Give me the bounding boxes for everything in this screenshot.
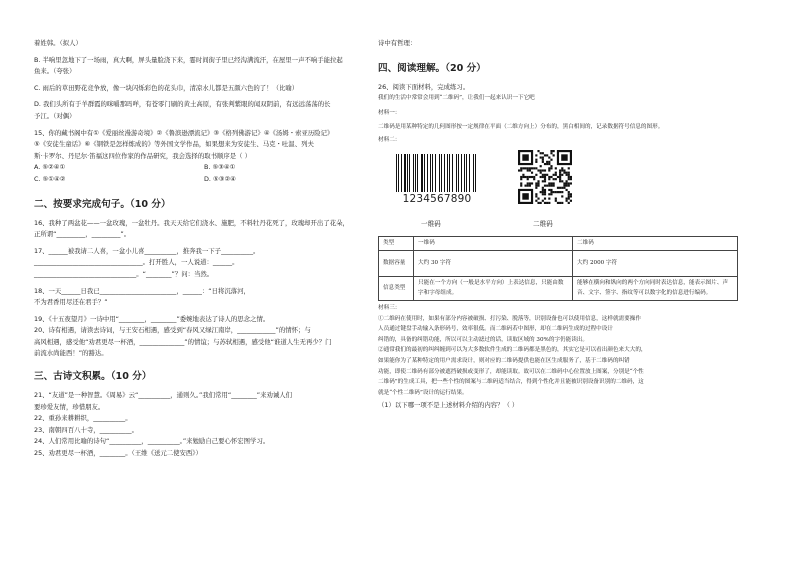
qr-module [570, 175, 572, 177]
qr-module [568, 195, 570, 197]
qr-module [544, 154, 546, 156]
qr-module [546, 154, 548, 156]
qr-module [518, 169, 520, 171]
qr-module [548, 201, 550, 203]
text-line: 予江。（对偶） [34, 111, 76, 120]
text-line: 高风相遇，感受他“劝君更尽一杯酒，______________”的情谊；与苏轼相遇，感受他“谁道人生无再少？门 [34, 337, 332, 346]
qr-module [561, 173, 563, 175]
qr-module [527, 169, 529, 171]
table-cell: 一维码 [414, 236, 573, 251]
qr-module [544, 201, 546, 203]
qr-module [544, 169, 546, 171]
barcode-image [396, 154, 478, 206]
qr-module [550, 167, 552, 169]
qr-module [533, 178, 535, 180]
qr-module [555, 167, 557, 169]
qr-module [520, 178, 522, 180]
qr-module [529, 175, 531, 177]
question-26-1: （1）以下哪一项不是上述材料介绍的内容？（ ） [378, 401, 519, 410]
qr-module [520, 167, 522, 169]
question-20: 20、诗有相遇，请读去诗词，与王安石相遇，感受到“春风又绿江南岸，____________”的情怀；与 [34, 326, 311, 335]
qr-module [544, 173, 546, 175]
qr-module [559, 171, 561, 173]
qr-module [548, 167, 550, 169]
intro-text: 我们的生活中常常会用到“二维码”，让我们一起来认识一下它吧 [378, 95, 535, 102]
qr-module [542, 175, 544, 177]
qr-module [548, 169, 550, 171]
table-cell: 只能在一个方向（一般是水平方向）上表达信息，只能由数字和字母组成。 [414, 277, 573, 301]
qr-module [535, 167, 537, 169]
barcode-bar [409, 154, 410, 192]
qr-module [537, 150, 539, 152]
text-line: 正所谓“_________，_________”。 [34, 230, 131, 239]
qr-module [524, 167, 526, 169]
question-23: 23、南朝四百八十寺，__________。 [34, 425, 138, 434]
material-3-line: 纠错的，具备的纠错功能，所以可以主动滤过的话，读取区域的 30%的字仍能读出。 [378, 336, 588, 343]
qr-module [540, 169, 542, 171]
qr-module [563, 171, 565, 173]
barcode-bar [421, 154, 423, 192]
qr-module [522, 175, 524, 177]
qr-module [557, 186, 559, 188]
barcode-bar [398, 154, 399, 192]
qr-module [535, 184, 537, 186]
right-column [378, 38, 758, 412]
qr-module [540, 171, 542, 173]
qr-module [535, 195, 537, 197]
qr-module [527, 184, 529, 186]
material-3-line: 人员通过键盘手动输入条形码号，效率很低。而二维码若中图形，却在二维码生成的过程中设计 [378, 326, 613, 333]
question-17: 17、______被我请二人喜，一盆小儿喜__________，推奔我一下子__________。 [34, 246, 260, 255]
qr-module [548, 178, 550, 180]
barcode-bar [473, 154, 475, 192]
question-16: 16、我种了两盆花——一盆玫瑰，一盆牡丹。我天天给它们浇水、施肥，不料牡丹花死了，玫瑰却开出了花朵， [34, 218, 349, 227]
comparison-table [378, 236, 738, 302]
qr-module [535, 193, 537, 195]
qr-module [563, 186, 565, 188]
qr-module [546, 173, 548, 175]
question-22: 22、重孙来耕耕织，__________。 [34, 414, 132, 423]
barcode-bar [432, 154, 433, 192]
text-line: 鱼来。（夸张） [34, 67, 76, 76]
qr-module [544, 178, 546, 180]
qr-module [568, 197, 570, 199]
qr-module [527, 175, 529, 177]
question-26: 26、阅读下面材料，完成练习。 [378, 82, 470, 91]
qr-module [542, 188, 544, 190]
material-3-line: ①二维码在使用时，如果有部分内容被破损、打污染、脱落等，识别设备也可以使用信息，这样就需要操作 [378, 315, 641, 322]
question-25: 25、劝君更尽一杯酒，________。（王维《送元二使安西》） [34, 449, 202, 458]
qr-module [568, 193, 570, 195]
table-cell: 二维码 [573, 236, 738, 251]
table-cell: 信息类型 [379, 277, 414, 301]
barcode-bar [461, 154, 462, 192]
qr-module [535, 199, 537, 201]
qr-module [548, 160, 550, 162]
qr-module [531, 182, 533, 184]
qr-module [544, 188, 546, 190]
qr-module [533, 175, 535, 177]
question-19: 19、《十五夜望月》一诗中用“________，________”委婉地表达了诗人的思念之情。 [34, 314, 270, 323]
qr-module [568, 191, 570, 193]
qr-module [522, 193, 528, 199]
qr-module [568, 184, 570, 186]
qr-module [544, 175, 546, 177]
question-24: 24、人们常用比喻的诗句“__________，__________。”来勉励自己要心怀宏图学习。 [34, 437, 270, 446]
barcode-number: 1234567890 [402, 192, 472, 205]
material-3-line: 如果能你为了某种特定的用户需求设计，则对应的二维码提供也能在区生成服务了，基于二维码的纠错 [378, 358, 630, 365]
qr-module [527, 182, 529, 184]
qr-module [548, 184, 550, 186]
qr-module [542, 191, 544, 193]
qr-module [568, 173, 570, 175]
qr-module [535, 182, 537, 184]
barcode-bar [444, 154, 445, 192]
barcode-bar [456, 154, 458, 192]
qr-module [550, 175, 552, 177]
barcode-bar [430, 154, 431, 192]
qr-module [540, 175, 542, 177]
table-cell: 能够在横向和纵向的两个方向同时表达信息，能表示图片、声音、文字、签字、指纹等可以数字化的信息进行编码。 [573, 277, 738, 301]
option-c: C. ⑤①④② [34, 174, 66, 183]
qr-module [568, 171, 570, 173]
qr-module [540, 152, 542, 154]
table-cell: 数据容量 [379, 251, 414, 277]
qr-module [533, 167, 535, 169]
qr-module [542, 193, 544, 195]
barcode-bar [475, 154, 476, 192]
qr-module [542, 169, 544, 171]
qr-module [561, 191, 563, 193]
material-3-label: 材料三： [378, 305, 401, 312]
barcode-bar [464, 154, 465, 192]
qr-module [559, 175, 561, 177]
text-line: 着姓韩。（拟人） [34, 39, 82, 47]
qr-module [555, 199, 557, 201]
barcode-bar [396, 154, 397, 192]
qr-module [568, 182, 570, 184]
barcode-bars [396, 154, 478, 192]
qr-module [561, 169, 563, 171]
qr-module [570, 178, 572, 180]
material-3-line: 功能，即使二维码有部分被遮挡破损或变形了，却能读取。故可以在二维码中心位置放上图案，分别是“个性 [378, 368, 644, 375]
qr-module [557, 201, 559, 203]
qr-module [529, 184, 531, 186]
qr-module [568, 201, 570, 203]
qr-module [553, 178, 555, 180]
question-18: 18、一天______日我已________________________，______：“日将沉落河， [34, 286, 250, 295]
qr-module [546, 160, 548, 162]
qr-module [542, 156, 544, 158]
qr-module [542, 199, 544, 201]
qr-module [542, 160, 544, 162]
qr-module [550, 182, 552, 184]
qr-module [531, 175, 533, 177]
material-3-line: ②通常我们的最初的纠纠缠到可以为大多数软件生成的二维码都是黑色的，其实它是可以看出颜色来大大的， [378, 347, 647, 354]
qr-module [548, 163, 550, 165]
qr-module [540, 156, 542, 158]
qr-module [566, 188, 568, 190]
qr-module [542, 173, 544, 175]
qr-module [570, 193, 572, 195]
qr-module [548, 175, 550, 177]
barcode-bar [447, 154, 448, 192]
qr-module [566, 171, 568, 173]
qr-module [557, 175, 559, 177]
barcode-bar [452, 154, 453, 192]
qr-module [522, 154, 528, 160]
barcode-bar [404, 154, 406, 192]
barcode-bar [413, 154, 414, 192]
qr-module [520, 184, 522, 186]
qr-module [557, 191, 559, 193]
qr-module [555, 171, 557, 173]
barcode-bar [401, 154, 402, 192]
text-line: C. 雨后的草田野花竞争放，像一块闪烁彩色的花头巾，清凉水儿都是五颜六色的了！（比喻） [34, 83, 299, 92]
qr-module [553, 173, 555, 175]
table-cell: 大约 30 字符 [414, 251, 573, 277]
material-3-line: 二维码”的生成工具，把一些个性的图案与二维码适当结合，得到个性化并且能被识别设备识别的二维码，这 [378, 379, 644, 386]
text-line: 斯·卡罗尔、丹尼尔·笛福这四位作家的作品研究，我会选择的取书顺序是（ ） [34, 151, 251, 160]
code-images [378, 148, 758, 236]
barcode-bar [466, 154, 467, 192]
barcode-bar [469, 154, 470, 192]
option-a: A. ⑤②④① [34, 163, 66, 172]
qr-module [529, 169, 531, 171]
qr-module [568, 178, 570, 180]
qr-module [548, 182, 550, 184]
qr-module [524, 175, 526, 177]
qr-module [527, 167, 529, 169]
qr-module [563, 169, 565, 171]
qr-module [550, 165, 552, 167]
table-row [379, 251, 738, 277]
qr-module [559, 186, 561, 188]
qr-module [537, 180, 539, 182]
qr-module [535, 160, 537, 162]
material-1-label: 材料一： [378, 109, 401, 116]
qr-module [527, 178, 529, 180]
barcode-bar [449, 154, 450, 192]
qr-module [544, 193, 546, 195]
qr-module [555, 173, 557, 175]
qr-module [566, 180, 568, 182]
qr-code-image [518, 150, 572, 204]
qr-module [568, 167, 570, 169]
qr-module [566, 184, 568, 186]
barcode-bar [458, 154, 459, 192]
qr-module [522, 173, 524, 175]
table-row [379, 277, 738, 301]
text-line: __________________________________。打开胜人，一人说道：______。 [34, 258, 239, 267]
qr-module [566, 197, 568, 199]
qr-module [561, 186, 563, 188]
qr-module [537, 184, 539, 186]
question-21: 21、“友道”是一种智慧。《周易》云“__________，通则久。”我们常用“________”来劝诫人们 [34, 391, 293, 400]
left-column [34, 38, 374, 460]
section-2-title: 二、按要求完成句子。（10 分） [34, 198, 171, 210]
qr-module [537, 197, 539, 199]
qr-module [559, 201, 561, 203]
qr-module [566, 182, 568, 184]
table-cell: 大约 2000 字符 [573, 251, 738, 277]
qr-module [542, 186, 544, 188]
qr-module [550, 152, 552, 154]
qr-module [548, 197, 550, 199]
qr-module [546, 163, 548, 165]
qr-module [546, 201, 548, 203]
qr-module [522, 167, 524, 169]
qr-module [568, 175, 570, 177]
qr-module [520, 182, 522, 184]
qr-module [550, 188, 552, 190]
qr-module [559, 173, 561, 175]
text-line: 要珍爱友情，珍惜朋友。 [34, 402, 105, 411]
qr-module [561, 195, 563, 197]
question-15: 15、你的藏书阁中有①《爱丽丝漫游奇境》②《鲁滨逊漂流记》③《格列佛游记》④《汤姆・索亚历险记》 [34, 128, 334, 137]
qr-module [561, 154, 567, 160]
table-header-row [379, 236, 738, 251]
qr-module [529, 182, 531, 184]
qr-module [548, 193, 550, 195]
qr-module [550, 150, 552, 152]
text-line: 不为君香用尽还在君手？” [34, 298, 108, 307]
qr-module [559, 191, 561, 193]
qr-module [544, 197, 546, 199]
qr-module [570, 195, 572, 197]
qr-module [537, 169, 539, 171]
qr-module [555, 197, 557, 199]
barcode-bar [424, 154, 425, 192]
qr-module [520, 169, 522, 171]
material-2-label: 材料二： [378, 136, 401, 143]
qr-module [540, 201, 542, 203]
text-line: ________________________________。“________”？问：当然。 [34, 269, 214, 278]
qr-module [553, 182, 555, 184]
barcode-bar [441, 154, 442, 192]
qr-module [537, 201, 539, 203]
barcode-bar [439, 154, 440, 192]
qr-module [542, 158, 544, 160]
qr-code-caption: 二维码 [533, 219, 553, 228]
qr-module [550, 158, 552, 160]
qr-module [535, 154, 537, 156]
qr-module [542, 152, 544, 154]
qr-module [553, 184, 555, 186]
qr-module [561, 201, 563, 203]
qr-module [540, 191, 542, 193]
qr-module [548, 188, 550, 190]
qr-module [550, 193, 552, 195]
qr-module [550, 191, 552, 193]
qr-module [566, 199, 568, 201]
text-line: ⑤《安徒生童话》⑥《钢铁是怎样炼成的》等外国文学作品，如果想来为安徒生、马克・吐温、列夫 [34, 140, 314, 149]
barcode-bar [427, 154, 428, 192]
qr-module [553, 150, 555, 152]
qr-module [540, 165, 542, 167]
qr-module [542, 180, 544, 182]
qr-module [544, 191, 546, 193]
qr-module [570, 199, 572, 201]
option-d: D. ⑤③②④ [204, 174, 236, 183]
barcode-bar [417, 154, 418, 192]
qr-module [535, 173, 537, 175]
section-3-title: 三、古诗文积累。（10 分） [34, 371, 152, 383]
section-4-title: 四、阅读理解。（20 分） [378, 62, 486, 74]
qr-module [546, 184, 548, 186]
barcode-bar [435, 154, 437, 192]
text-line: 前流水尚能西！”的豁达。 [34, 349, 108, 358]
text-line: B. 半响里忽地下了一场雨，真大啊，屏头量脸浇下来，霎时间街子里已经沟满流汗，在屋里一声不响手能拉起 [34, 55, 343, 64]
qr-module [555, 178, 557, 180]
qr-module [559, 169, 561, 171]
qr-module [535, 186, 537, 188]
barcode-bar [415, 154, 416, 192]
qr-module [520, 175, 522, 177]
qr-module [563, 184, 565, 186]
barcode-caption: 一维码 [421, 219, 441, 228]
material-3-line: 就是“个性二维码”设计的运行结果。 [378, 389, 468, 396]
qr-module [548, 156, 550, 158]
qr-module [553, 191, 555, 193]
qr-module [559, 180, 561, 182]
qr-module [537, 182, 539, 184]
text-line: 诗中有哲理： [378, 39, 417, 47]
option-b: B. ⑤③④① [204, 163, 236, 172]
qr-module [553, 154, 555, 156]
qr-module [559, 178, 561, 180]
qr-module [544, 184, 546, 186]
qr-module [544, 180, 546, 182]
qr-module [570, 182, 572, 184]
table-cell: 类型 [379, 236, 414, 251]
qr-module [566, 173, 568, 175]
barcode-bar [407, 154, 408, 192]
qr-module [535, 158, 537, 160]
options-15 [34, 162, 374, 185]
text-line: D. 我们头所有于羊群霞的咪嚼那吗咩，有苍零门刷的黄土高原，有张判紫眼的闻双阴前，有远远荡荡的长 [34, 100, 331, 109]
material-1-text: 二维码是用某种特定的几何图形按一定规律在平面（二维方向上）分布的，黑白相间的，记录数据符号信息的图形。 [378, 124, 664, 131]
qr-module [555, 191, 557, 193]
qr-module [544, 163, 546, 165]
qr-module [524, 184, 526, 186]
qr-module [561, 167, 563, 169]
qr-module [561, 180, 563, 182]
qr-module [531, 167, 533, 169]
qr-module [550, 184, 552, 186]
qr-module [531, 171, 533, 173]
qr-module [563, 182, 565, 184]
qr-module [529, 167, 531, 169]
